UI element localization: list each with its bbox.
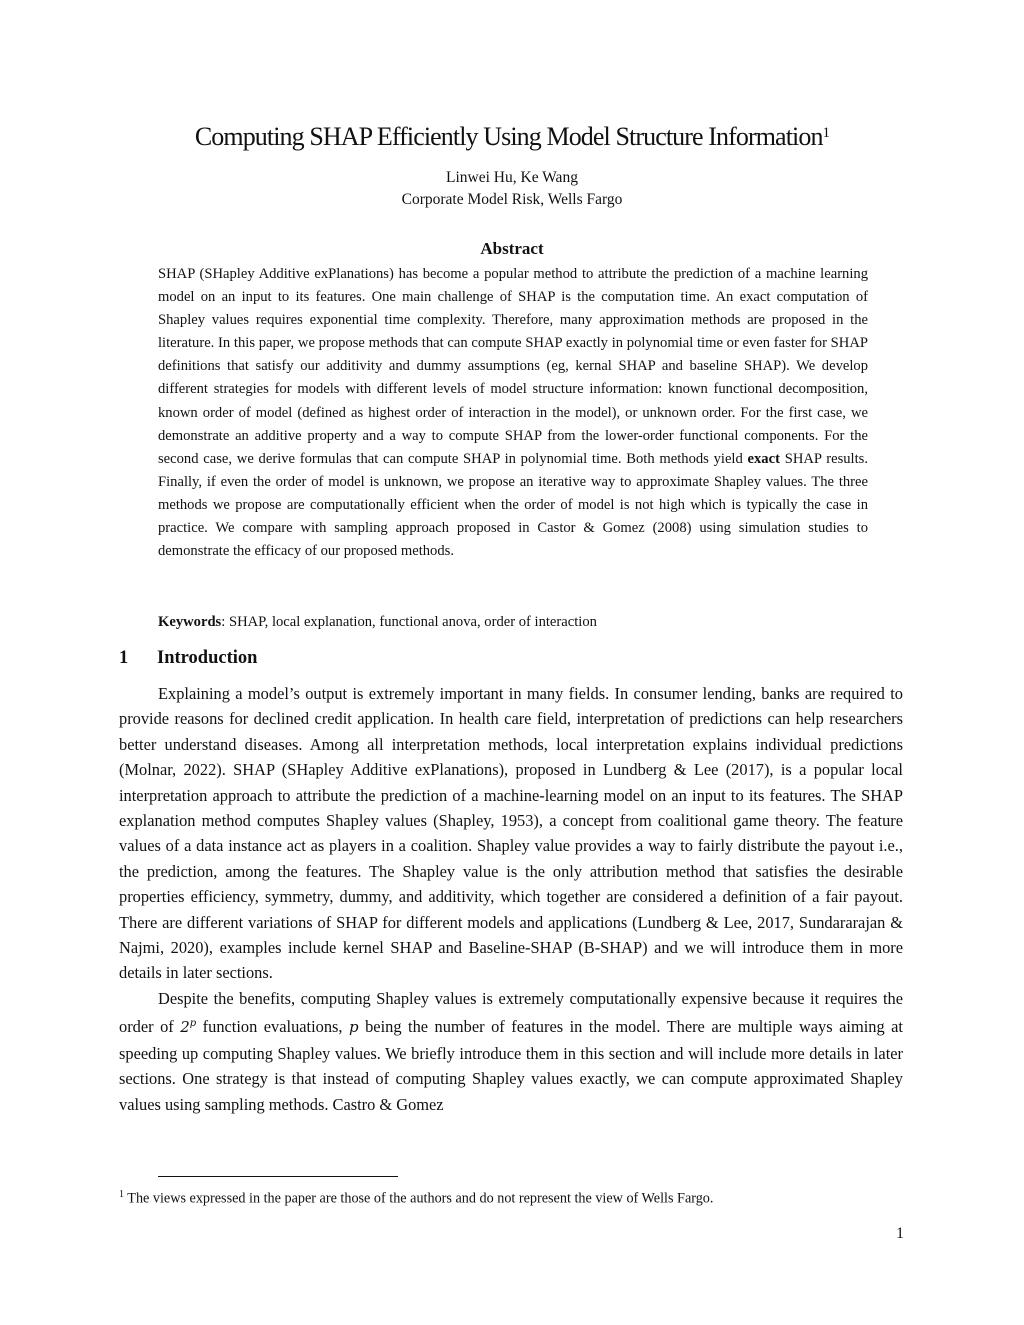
footnote bbox=[119, 1185, 713, 1209]
abstract-bold-word: exact bbox=[747, 450, 780, 467]
keywords-text: : SHAP, local explanation, functional anova, order of interaction bbox=[221, 614, 597, 630]
para2-text-b: function evaluations, bbox=[196, 1017, 350, 1037]
footnote-divider bbox=[158, 1176, 398, 1177]
abstract-text-part2: SHAP results. Finally, if even the order of model is unknown, we propose an iterative way to approximate Shapley values. The three methods we propose are computationally efficient when the order of model is not high which is typically the case in practice. We compare with sampling approach proposed in Castor & Gomez (2008) using simulation studies to demonstrate the efficacy of our proposed methods. bbox=[158, 450, 868, 560]
intro-paragraph-1: Explaining a model’s output is extremely important in many fields. In consumer lending, banks are required to provide reasons for declined credit application. In health care field, interpretation of predictions can help researchers better understand diseases. Among all interpretation methods, local interpretation explains individual predictions (Molnar, 2022). SHAP (SHapley Additive exPlanations), proposed in Lundberg & Lee (2017), is a popular local interpretation approach to attribute the prediction of a machine-learning model on an input to its features. The SHAP explanation method computes Shapley values (Shapley, 1953), a concept from coalitional game theory. The feature values of a data instance act as players in a coalition. Shapley value provides a way to fairly distribute the payout i.e., the prediction, among the features. The Shapley value is the only attribution method that satisfies the desirable properties efficiency, symmetry, dummy, and additivity, which together are considered a definition of a fair payout. There are different variations of SHAP for different models and applications (Lundberg & Lee, 2017, Sundararajan & Najmi, 2020), examples include kernel SHAP and Baseline-SHAP (B-SHAP) and we will introduce them in more details in later sections. bbox=[119, 684, 903, 983]
abstract-heading: Abstract bbox=[480, 239, 544, 258]
intro-paragraph-2 bbox=[119, 986, 903, 1117]
paper-title bbox=[0, 117, 1024, 157]
keywords-line bbox=[158, 611, 868, 633]
abstract-text-part1: SHAP (SHapley Additive exPlanations) has become a popular method to attribute the prediction of a machine learning model on an input to its features. One main challenge of SHAP is the computation time. An exact computation of Shapley values requires exponential time complexity. Therefore, many approximation methods are proposed in the literature. In this paper, we propose methods that can compute SHAP exactly in polynomial time or even faster for SHAP definitions that satisfy our additivity and dummy assumptions (eg, kernal SHAP and baseline SHAP). We develop different strategies for models with different levels of model structure information: known functional decomposition, known order of model (defined as highest order of interaction in the model), or unknown order. For the first case, we demonstrate an additive property and a way to compute SHAP from the lower-order functional components. For the second case, we derive formulas that can compute SHAP in polynomial time. Both methods yield bbox=[158, 266, 868, 467]
section-heading bbox=[119, 645, 257, 671]
para2-text-c: being the number of features in the model. There are multiple ways aiming at speeding up computing Shapley values. We briefly introduce them in this section and will include more details in later sections. One strategy is that instead of computing Shapley values exactly, we can compute approximated Shapley values using sampling methods. Castro & Gomez bbox=[119, 1017, 903, 1114]
para2-text-a: Despite the benefits, computing Shapley values is extremely computationally expensive because it requires the order of bbox=[119, 988, 903, 1037]
keywords-label: Keywords bbox=[158, 614, 222, 630]
footnote-mark: 1 bbox=[119, 1189, 124, 1200]
math-base: 2 bbox=[180, 1018, 190, 1037]
introduction-body bbox=[119, 681, 903, 1117]
page-number: 1 bbox=[896, 1225, 904, 1242]
math-exponent: p bbox=[189, 1018, 197, 1030]
author-list: Linwei Hu, Ke Wang bbox=[446, 169, 578, 186]
section-title: Introduction bbox=[157, 648, 258, 668]
footnote-text: The views expressed in the paper are those of the authors and do not represent the view of Wells Fargo. bbox=[124, 1190, 714, 1207]
affiliation: Corporate Model Risk, Wells Fargo bbox=[401, 191, 623, 208]
math-2-to-p bbox=[180, 1018, 196, 1036]
paper-title-text: Computing SHAP Efficiently Using Model Structure Information bbox=[194, 122, 823, 151]
title-footnote-mark: 1 bbox=[822, 125, 830, 141]
math-p: p bbox=[349, 1018, 359, 1037]
section-number: 1 bbox=[119, 648, 129, 668]
abstract-body bbox=[158, 263, 868, 563]
